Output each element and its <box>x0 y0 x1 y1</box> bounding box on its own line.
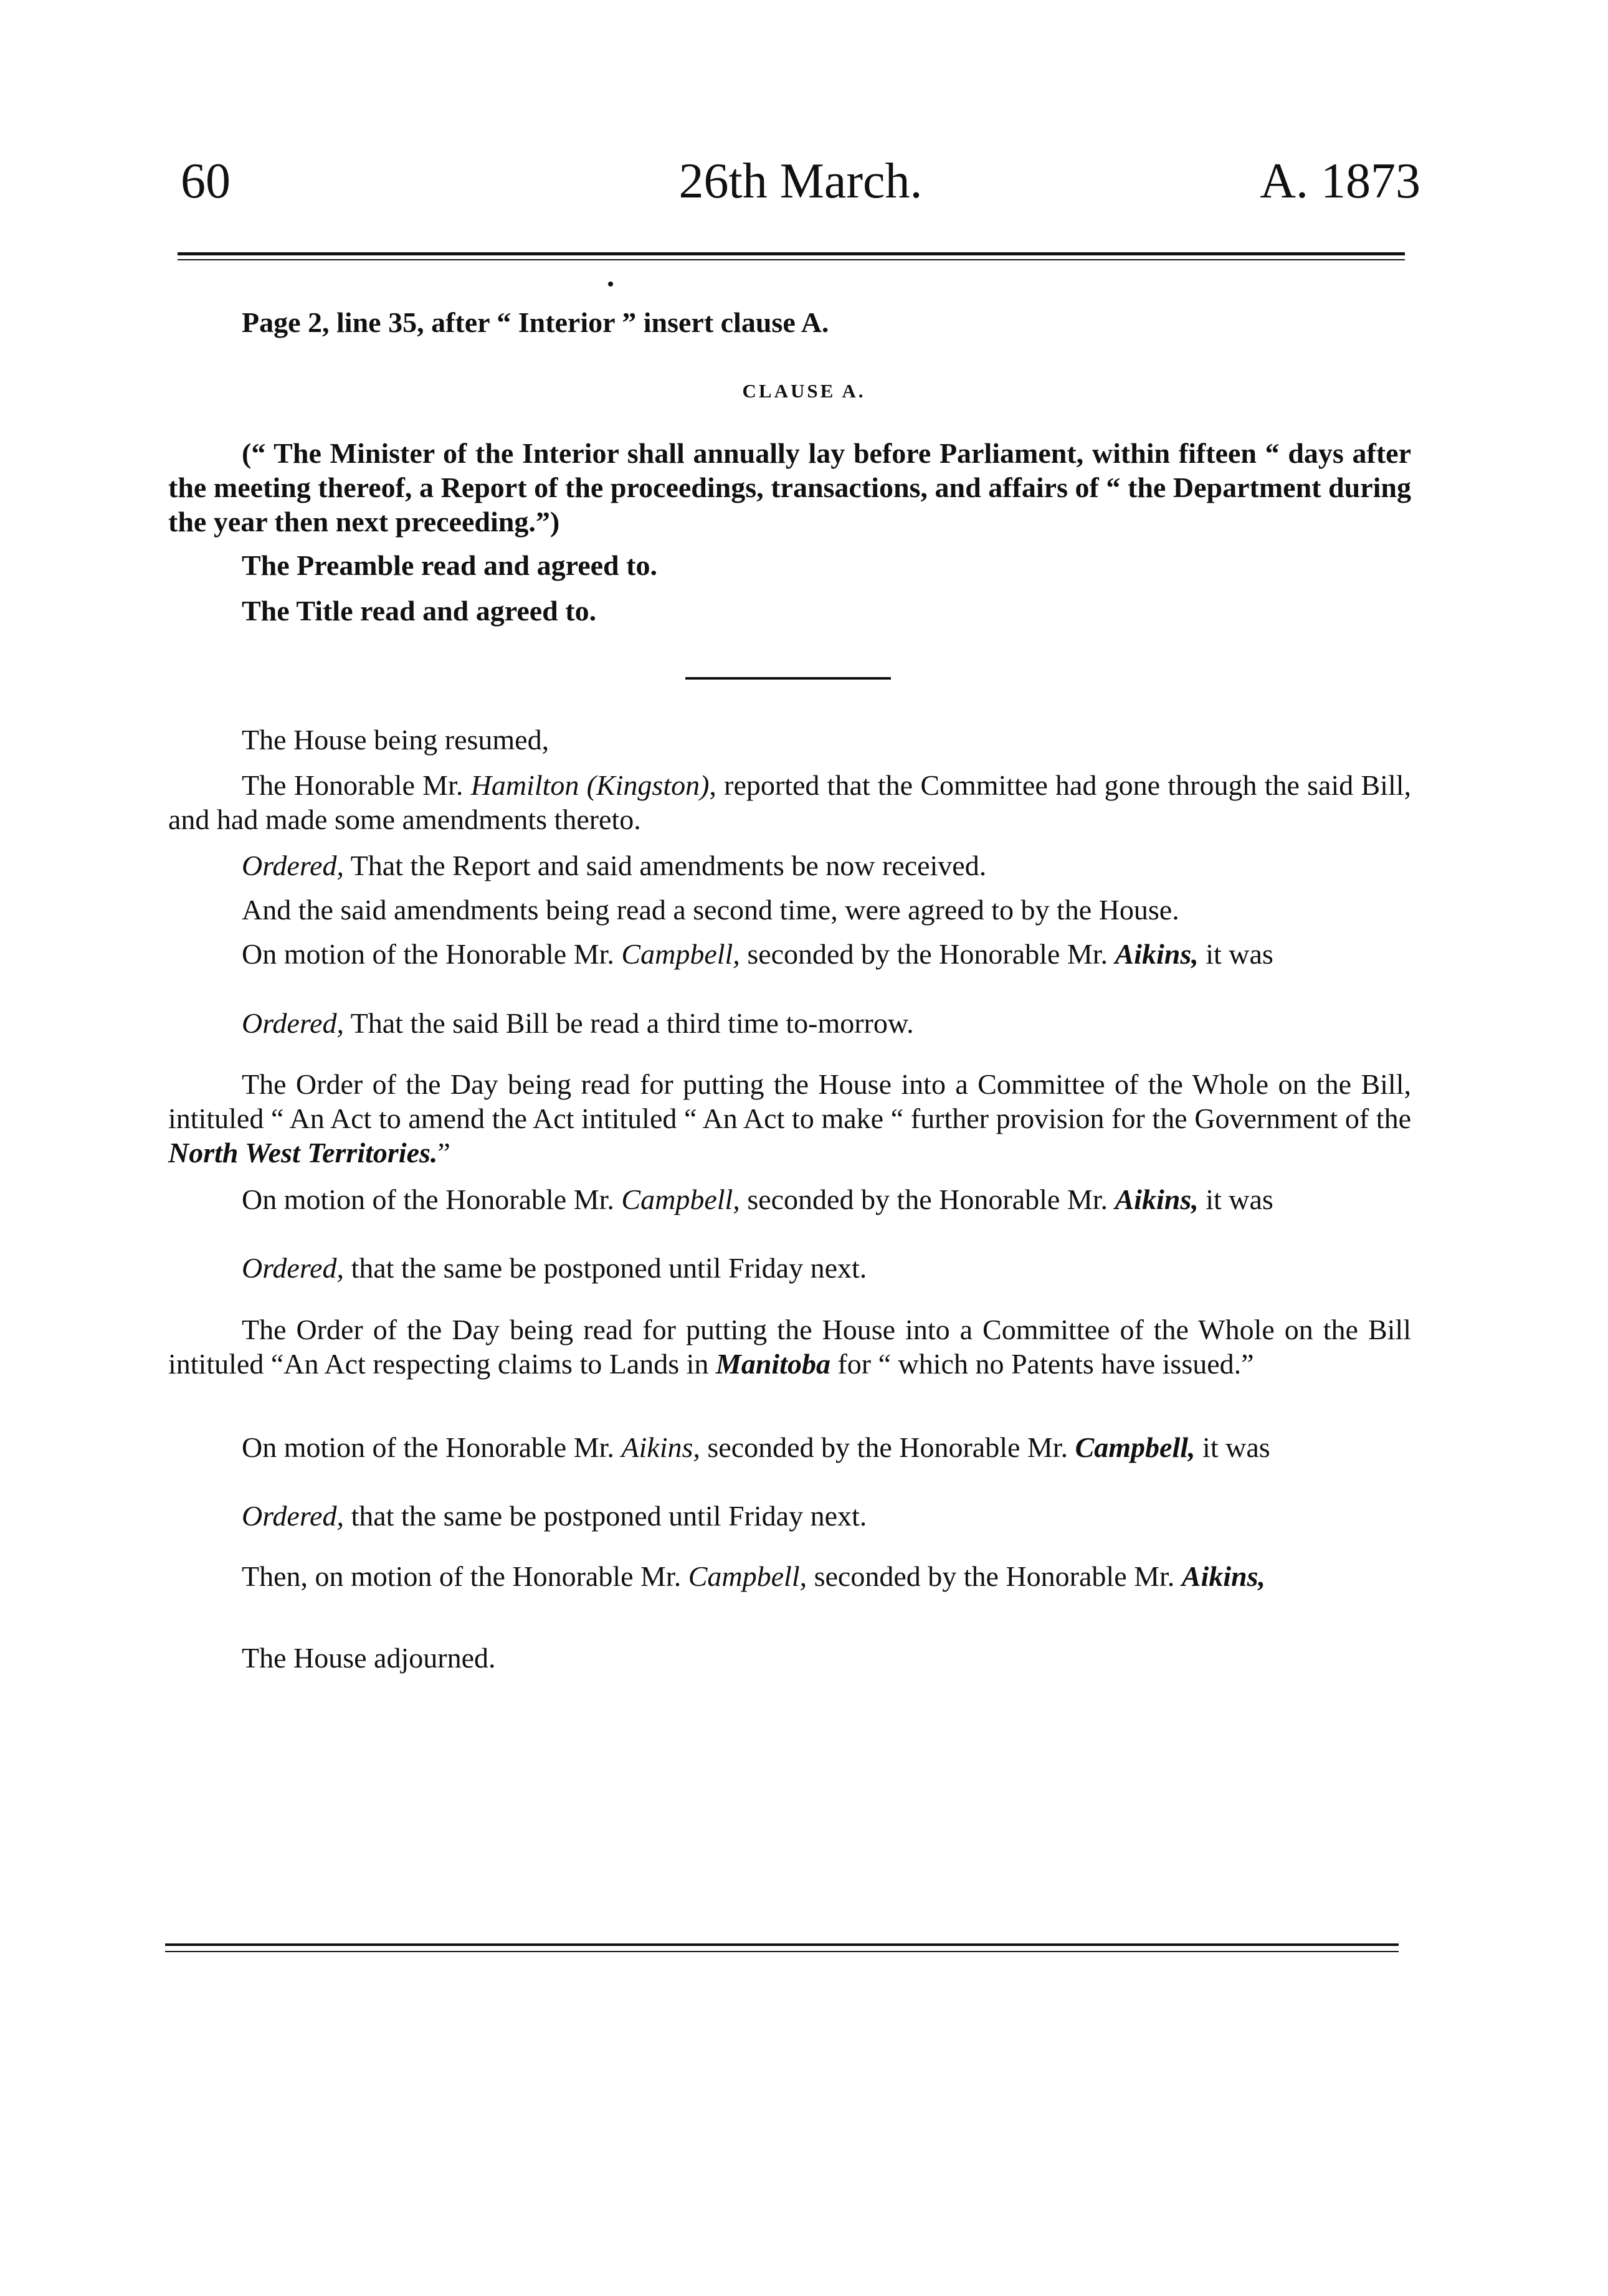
header-rule-thin <box>178 259 1405 260</box>
clause-heading: CLAUSE A. <box>742 380 866 402</box>
printer-mark <box>608 282 613 287</box>
section-divider <box>685 677 891 680</box>
second-reading: And the said amendments being read a second time, were agreed to by the House. <box>242 894 1179 926</box>
page-number: 60 <box>181 154 231 209</box>
motion-adjourn: Then, on motion of the Honorable Mr. Campbell, seconded by the Honorable Mr. Aikins, <box>242 1560 1266 1592</box>
house-resumed: The House being resumed, <box>242 724 549 756</box>
ordered-postpone-nwt: Ordered, that the same be postponed until Friday next. <box>242 1252 867 1284</box>
header-rule-thick <box>178 252 1405 255</box>
ordered-postpone-manitoba: Ordered, that the same be postponed until Friday next. <box>242 1500 867 1532</box>
title-line: The Title read and agreed to. <box>242 595 597 627</box>
motion-third-reading: On motion of the Honorable Mr. Campbell, seconded by the Honorable Mr. Aikins, it was <box>242 938 1273 970</box>
running-header <box>181 153 1420 222</box>
preamble-line: The Preamble read and agreed to. <box>242 549 657 581</box>
footer-rule-thick <box>165 1943 1399 1946</box>
footer-rule-thin <box>165 1951 1399 1952</box>
motion-postpone-manitoba: On motion of the Honorable Mr. Aikins, seconded by the Honorable Mr. Campbell, it was <box>242 1431 1270 1463</box>
order-of-day-manitoba: The Order of the Day being read for putting the House into a Committee of the Whole on the Bill intituled “An Act respecting claims to Lands in Manitoba for “ which no Patents have issued.” <box>168 1314 1411 1380</box>
page-date: 26th March. <box>678 154 923 209</box>
house-adjourned: The House adjourned. <box>242 1642 496 1674</box>
page-year: A. 1873 <box>1260 154 1420 209</box>
amendment-instruction: Page 2, line 35, after “ Interior ” insert clause A. <box>242 306 829 338</box>
ordered-third-reading: Ordered, That the said Bill be read a third time to-morrow. <box>242 1007 914 1039</box>
clause-text: (“ The Minister of the Interior shall annually lay before Parliament, within fifteen “ days after the meeting thereof, a Report of the proceedings, transactions, and affairs of “ the Department during the year then next preceeding.”) <box>168 437 1411 538</box>
ordered-report-received: Ordered, That the Report and said amendments be now received. <box>242 850 987 881</box>
motion-postpone-nwt: On motion of the Honorable Mr. Campbell, seconded by the Honorable Mr. Aikins, it was <box>242 1184 1273 1215</box>
committee-report: The Honorable Mr. Hamilton (Kingston), reported that the Committee had gone through the said Bill, and had made some amendments thereto. <box>168 769 1412 835</box>
order-of-day-nwt: The Order of the Day being read for putting the House into a Committee of the Whole on the Bill, intituled “ An Act to amend the Act intituled “ An Act to make “ further provision for the Government of the North West Territories.” <box>168 1068 1411 1169</box>
